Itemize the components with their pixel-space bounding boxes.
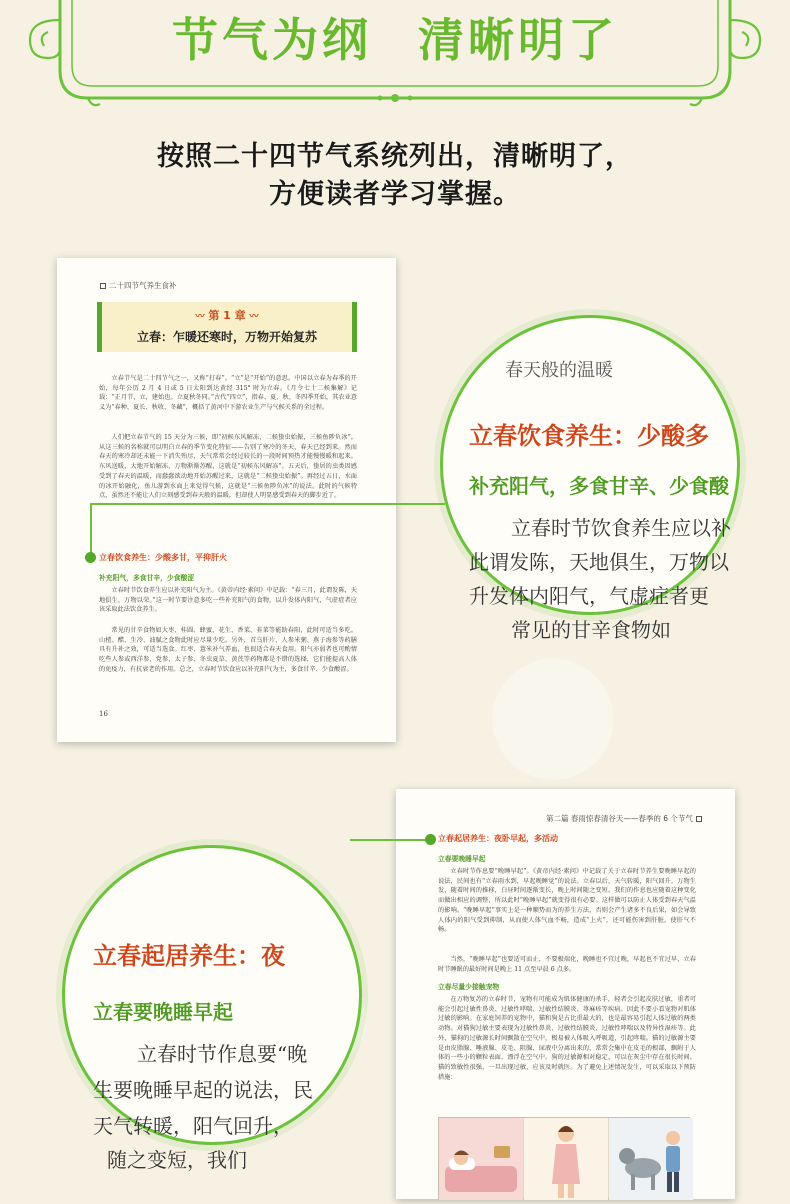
sub-heading: 立春尽量少接触宠物: [438, 983, 500, 991]
magnifier-lens-2: [62, 845, 362, 1172]
zoom-section-heading: 立春饮食养生：少酸多: [469, 422, 709, 450]
zoom-body-line: 天气转暖，阳气回升，: [93, 1114, 293, 1138]
running-head: 第二篇 春雨惊春清谷天——春季的 6 个节气: [546, 813, 705, 824]
paragraph: 立春时节作息要“晚睡早起”。《黄帝内经·素问》中记载了关于立春时节养生要晚睡早起的说法，民间也有“立春雨水到，早起晚睡觉”的说法。立春以后，天气转暖，阳气回升，万物生发，随着时间的推移，白昼时间逐渐变长，晚上时间随之变短。我们的作息也应随着这种变化而做出相应的调整，所以此时“晚睡早起”就变得很有必要。这样做可以防止人体受到春天气温的影响。“晚睡早起”事实上是一种顺势而为的养生方法，否则会产生诸多不良后果，如会导致人体内的阳气受到抑制，从而使人体气血不畅，造成“上火”，还可能伤害到肝脏，使肝气不畅。: [438, 868, 696, 934]
marker-dot: [85, 552, 96, 563]
header-banner: [0, 0, 790, 110]
zoom-section-heading: 立春起居养生：夜: [93, 942, 285, 970]
paragraph: 立春时节饮食养生应以补充阳气为主。《黄帝内经·素问》中记载：“春三月，此谓发陈，天地俱生，万物以荣。”这一时节要注意多吃一些补充阳气的食物，以升发体内阳气，气虚症者应该采取此法饮食养生。: [99, 587, 357, 614]
section-heading: 立春饮食养生：少酸多甘，平抑肝火: [99, 553, 227, 562]
illustration-sleeping-woman: [439, 1118, 524, 1198]
zoom-faded-text: 春天般的温暖: [505, 360, 613, 381]
zoom-sub-heading: 补充阳气，多食甘辛、少食酸: [469, 474, 729, 498]
zoom-body-line: 生要晚睡早起的说法，民: [93, 1078, 313, 1102]
square-icon: [696, 816, 702, 822]
paragraph: 立春节气是二十四节气之一，又称“打春”。“立”是“开始”的意思。中国以立春为春季的开始，每年公历 2 月 4 日或 5 日太阳到达黄经 315° 时为立春。《月令七十二候集解》记载：“正月节，立，建始也。立夏秋冬同。”古代“四立”，指春、夏、秋、冬四季开始，其农业意义为“春种、夏长、秋收、冬藏”，概括了黄河中下游农业生产与气候关系的全过程。: [99, 375, 357, 412]
zoom-body-line: 升发体内阳气，气虚症者更: [469, 584, 709, 608]
zoom-body-line: 随之变短，我们: [107, 1148, 247, 1172]
zoom-body-line: 立春时节饮食养生应以补: [511, 516, 731, 540]
sub-heading: 立春要晚睡早起: [438, 855, 486, 863]
illustration-strip: [438, 1117, 690, 1199]
section-heading: 立春起居养生：夜卧早起，多活动: [426, 833, 558, 844]
square-icon: [100, 283, 106, 289]
subtitle-line-1: 按照二十四节气系统列出，清晰明了，: [157, 141, 633, 172]
connector-line: [350, 839, 435, 841]
subtitle-line-2: 方便读者学习掌握。: [269, 179, 521, 210]
cloud-ornament-icon: 〰: [195, 312, 205, 322]
marker-dot: [425, 834, 436, 845]
zoom-body-line: 常见的甘辛食物如: [511, 618, 671, 642]
banner-title-right: 清晰明了: [418, 13, 618, 67]
zoom-body-line: 此谓发陈，天地俱生，万物以: [469, 550, 729, 574]
paragraph: 当然，“晚睡早起”也要适可而止，不要极端化，晚睡也不宜过晚，早起也不宜过早，立春时节睡眠的最好时间是晚上 11 点至早晨 6 点多。: [438, 956, 696, 973]
paragraph: 人们把立春节气的 15 天分为三候，即“初候东风解冻，二候蛰虫始振，三候鱼陟负冰”。从这三候的名称就可以明白立春的季节变化特征——告别了寒冷的冬天，春天已经到来。然而春天的寒冷却还未能一下消失殆尽，天气常常会经过较长的一段时间预热才能慢慢暖和起来。东风送暖，大地开始解冻，万物渐渐苏醒，这就是“初候东风解冻”。五天后，蛰居的虫类因感受到了春天的温暖，而蠢蠢欲动地开始苏醒过来，这就是“二候蛰虫始振”。再经过五日，水面的冰开始融化，鱼儿游到水面上来觉得气候，这就是“三候鱼陟负冰”的说法。此时的气候特点，虽然还不能让人们立刻感受到春天般的温暖，但却使人明显感受到春天的脚步近了。: [99, 434, 357, 500]
chapter-number: 〰 第 1 章 〰: [195, 309, 259, 322]
illustration-standing-woman: [524, 1118, 609, 1198]
page-number: 16: [99, 710, 108, 718]
illustration-dog-with-owner: [609, 1118, 693, 1198]
connector-line: [90, 503, 445, 505]
paragraph: 常见的甘辛食物如大枣、桂圆、蜂蜜、花生、香菜、韭菜等能助春阳，此时可适当多吃。山楂、醋、生冷、油腻之食物此时应尽量少吃。另外，首乌肝片、人参米粥、燕子海参等药膳具有升补之效，可适当选食。红枣、薏米补气养血，也很适合春天食用。阳气亦弱者也可酌情吃些人参或西洋参、党参、太子参、冬虫夏草、黄芪等药物都是不错的选择，它们能提高人体的免疫力，有抗衰老的作用。总之，立春时节饮食应以补充阳气为主，多食甘辛、少食酸涩。: [99, 627, 357, 673]
connector-line: [90, 503, 92, 555]
book-page-1: [57, 258, 396, 742]
paragraph: 在万物复苏的立春时节，宠物有可能成为肌体健康的杀手，轻者会引起皮肤过敏，重者可能会引起过敏性鼻炎、过敏性哮喘、过敏性结膜炎、荨麻疹等疾病。因此不要小看宠物对肌体过敏的影响。在家庭饲养的宠物中，猫和狗是占比重最大的，也是最容易引起人体过敏的两类动物。对猫狗过敏主要表现为过敏性鼻炎、过敏性结膜炎、过敏性哮喘以及特异性湿疹等。此外，猫狗的过敏源长时间飘散在空气中，极易被人体吸入呼吸道，引起哮喘。猫的过敏源主要是由皮脂腺、唾液腺、皮毛、阻腺、尿液中分离出来的，常常会集中在皮毛的根部，飘附于人体的一些小的颗粒表面，漂浮在空气中。狗的过敏源相对稳定，可以在灰尘中存在很长时间。猫的致敏性很强，一旦出现过敏，应该及时就医。为了避免上述情况发生，可以采取以下预防措施：: [438, 996, 696, 1081]
sub-heading: 补充阳气，多食甘辛，少食酸涩: [99, 574, 195, 582]
chapter-heading-box: [97, 302, 357, 352]
magnifier-lens-1: [440, 315, 740, 642]
zoom-body-line: 立春时节作息要“晚: [137, 1042, 308, 1066]
chapter-title: 立春：乍暖还寒时，万物开始复苏: [136, 330, 317, 344]
book-page-2: [396, 789, 735, 1199]
subtitle: [0, 138, 790, 214]
cloud-ornament-icon: 〰: [249, 312, 259, 322]
banner-title: [0, 4, 790, 70]
banner-title-left: 节气为纲: [172, 13, 372, 67]
zoom-sub-heading: 立春要晚睡早起: [93, 1000, 233, 1024]
running-head: 二十四节气养生食补: [97, 280, 177, 291]
